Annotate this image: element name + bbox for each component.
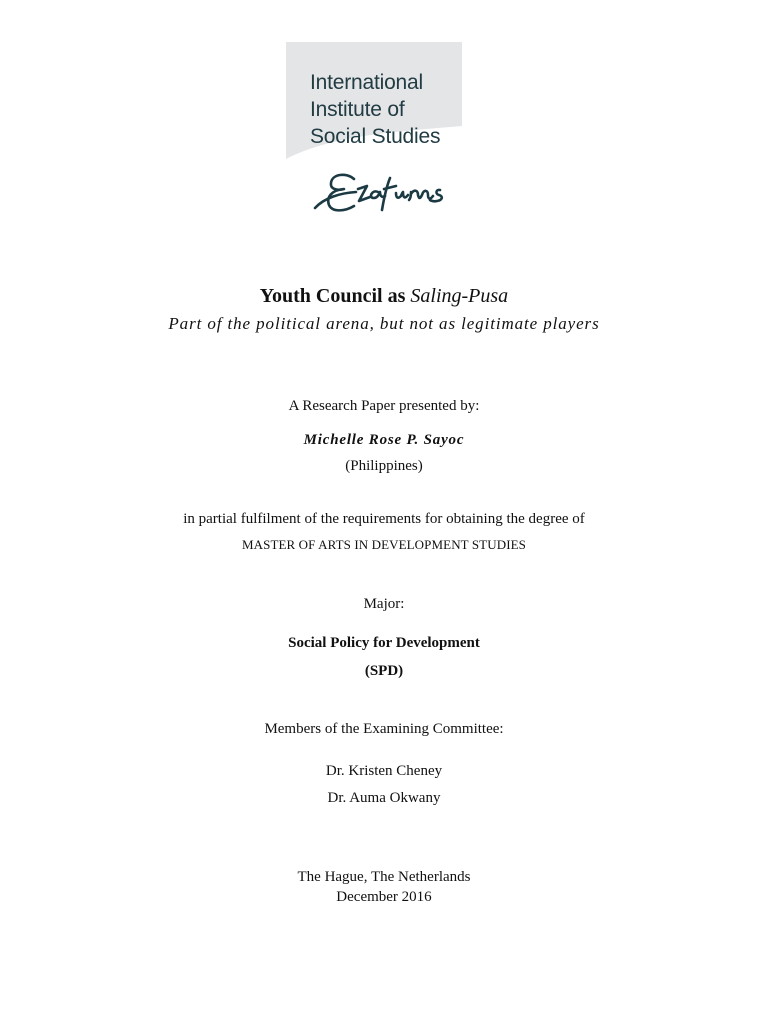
logo-wordmark — [310, 69, 440, 150]
presented-by-label: A Research Paper presented by: — [288, 398, 480, 414]
major-code: (SPD) — [364, 663, 404, 679]
location: The Hague, The Netherlands — [297, 869, 471, 885]
paper-title-main: Youth Council as — [259, 285, 411, 307]
iss-logo — [286, 42, 462, 160]
author-name: Michelle Rose P. Sayoc — [303, 432, 465, 448]
major-label: Major: — [363, 596, 405, 612]
paper-subtitle: Part of the political arena, but not as legitimate players — [168, 314, 600, 333]
degree-intro: in partial fulfilment of the requirements for obtaining the degree of — [183, 511, 585, 527]
committee-member: Dr. Auma Okwany — [327, 790, 441, 806]
major-name: Social Policy for Development — [288, 635, 480, 651]
logo-line-2: Institute of — [310, 98, 405, 121]
committee-member: Dr. Kristen Cheney — [325, 763, 443, 779]
logo-line-3: Social Studies — [310, 125, 441, 148]
author-country: (Philippines) — [345, 458, 423, 474]
erasmus-signature-logo — [312, 168, 458, 220]
paper-title-italic: Saling-Pusa — [410, 285, 509, 307]
paper-title — [0, 285, 768, 308]
logo-line-1: International — [310, 71, 423, 94]
committee-label: Members of the Examining Committee: — [264, 721, 504, 737]
date: December 2016 — [336, 889, 432, 905]
degree-name: MASTER OF ARTS IN DEVELOPMENT STUDIES — [241, 537, 526, 552]
